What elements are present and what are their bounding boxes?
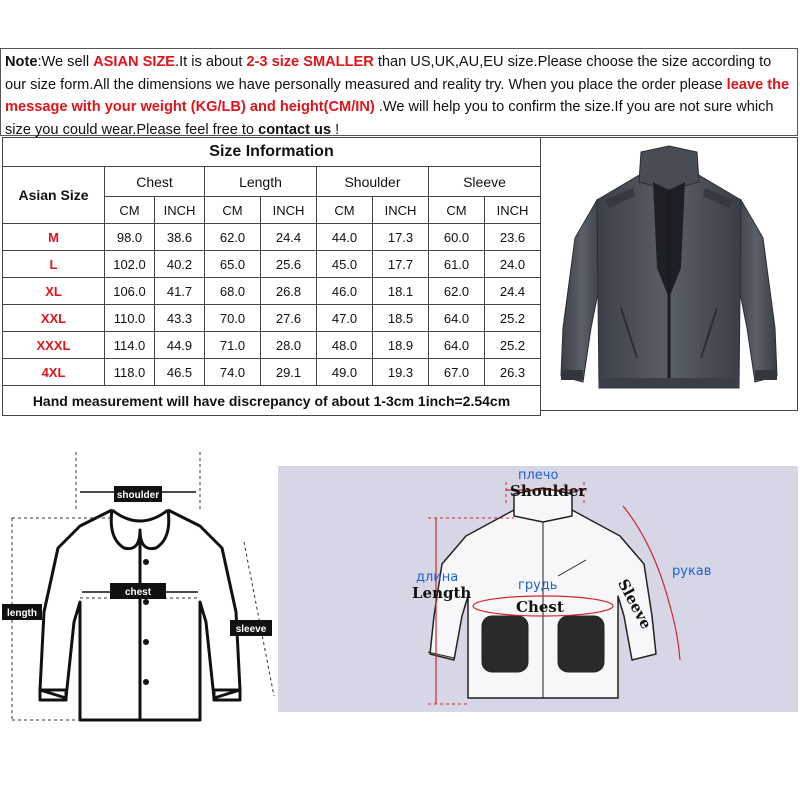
jacket-image [541,138,797,410]
size-value-cell: 43.3 [155,305,205,332]
size-row [3,251,541,278]
size-value-cell: 49.0 [317,359,373,386]
size-row [3,305,541,332]
size-value-cell: 28.0 [261,332,317,359]
size-value-cell: 17.7 [373,251,429,278]
size-value-cell: 65.0 [205,251,261,278]
size-value-cell: 62.0 [205,224,261,251]
size-row [3,359,541,386]
size-value-cell: 45.0 [317,251,373,278]
size-value-cell: 98.0 [105,224,155,251]
size-value-cell: 26.3 [485,359,541,386]
unit-cell: INCH [155,197,205,224]
size-value-cell: 64.0 [429,332,485,359]
size-label: L [3,251,105,278]
size-value-cell: 29.1 [261,359,317,386]
size-value-cell: 102.0 [105,251,155,278]
unit-cell: CM [105,197,155,224]
note-text-3: than US,UK,AU,EU size.Please choose the size according to [373,54,772,70]
note-text-1: :We sell [37,54,94,70]
sleeve-header: Sleeve [429,167,541,197]
note-prefix: Note [5,54,38,70]
size-value-cell: 18.9 [373,332,429,359]
table-title: Size Information [3,138,541,167]
size-value-cell: 44.9 [155,332,205,359]
size-value-cell: 46.0 [317,278,373,305]
shirt-label-length: length [7,608,37,619]
unit-cell: CM [317,197,373,224]
note-contact: contact us [258,121,332,138]
shirt-label-chest: chest [124,587,152,598]
size-value-cell: 25.2 [485,332,541,359]
note-text-5: .We will help you to confirm the size.If you are not sure which [374,99,774,115]
note-text-6: size you could wear.Please feel free to [5,121,259,138]
size-value-cell: 24.0 [485,251,541,278]
size-value-cell: 114.0 [105,332,155,359]
size-value-cell: 23.6 [485,224,541,251]
shirt-label-sleeve: sleeve [235,624,267,635]
label-shoulder: Shoulder [510,482,587,500]
size-value-cell: 60.0 [429,224,485,251]
size-value-cell: 19.3 [373,359,429,386]
size-row [3,278,541,305]
size-value-cell: 110.0 [105,305,155,332]
size-row [3,224,541,251]
size-value-cell: 24.4 [261,224,317,251]
shirt-diagram [0,452,290,752]
size-label: XL [3,278,105,305]
note-leave: leave the [726,76,790,93]
note-message: message with your weight (KG/LB) and height(CM/IN) [5,99,375,115]
unit-cell: CM [205,197,261,224]
size-value-cell: 68.0 [205,278,261,305]
label-chest: Chest [516,598,564,616]
label-length: Length [412,584,472,602]
size-note [0,48,798,136]
size-value-cell: 38.6 [155,224,205,251]
jacket-measure-diagram [278,466,798,712]
size-value-cell: 67.0 [429,359,485,386]
size-table [2,137,541,416]
size-value-cell: 40.2 [155,251,205,278]
jacket-photo [540,137,798,411]
unit-cell: INCH [261,197,317,224]
size-value-cell: 44.0 [317,224,373,251]
table-footer: Hand measurement will have discrepancy of about 1-3cm 1inch=2.54cm [3,386,541,416]
size-value-cell: 48.0 [317,332,373,359]
size-value-cell: 25.2 [485,305,541,332]
unit-cell: INCH [373,197,429,224]
label-chest-ru: грудь [518,578,558,593]
size-value-cell: 46.5 [155,359,205,386]
label-length-ru: длина [416,570,459,585]
size-label: XXL [3,305,105,332]
size-label: 4XL [3,359,105,386]
size-value-cell: 17.3 [373,224,429,251]
size-value-cell: 64.0 [429,305,485,332]
label-sleeve-ru: рукав [672,564,712,579]
note-text-2: .It is about [175,54,247,70]
size-value-cell: 41.7 [155,278,205,305]
shoulder-header: Shoulder [317,167,429,197]
unit-cell: INCH [485,197,541,224]
chest-header: Chest [105,167,205,197]
asian-size-header: Asian Size [3,167,105,224]
size-value-cell: 118.0 [105,359,155,386]
size-value-cell: 61.0 [429,251,485,278]
size-value-cell: 71.0 [205,332,261,359]
note-asian-size: ASIAN SIZE [93,54,176,70]
note-text-7: ! [331,121,340,138]
shirt-label-shoulder: shoulder [116,490,160,501]
label-shoulder-ru: плечо [518,468,559,483]
size-value-cell: 18.1 [373,278,429,305]
size-value-cell: 18.5 [373,305,429,332]
note-smaller: 2-3 size SMALLER [246,54,374,70]
size-label: XXXL [3,332,105,359]
size-value-cell: 27.6 [261,305,317,332]
note-text-4: our size form.All the dimensions we have personally measured and reality try. When you place the order please [5,76,727,93]
size-row [3,332,541,359]
unit-cell: CM [429,197,485,224]
label-sleeve: Sleeve [614,576,656,633]
size-value-cell: 47.0 [317,305,373,332]
size-value-cell: 70.0 [205,305,261,332]
size-value-cell: 74.0 [205,359,261,386]
size-label: M [3,224,105,251]
size-value-cell: 26.8 [261,278,317,305]
size-value-cell: 106.0 [105,278,155,305]
size-value-cell: 24.4 [485,278,541,305]
length-header: Length [205,167,317,197]
size-value-cell: 62.0 [429,278,485,305]
size-value-cell: 25.6 [261,251,317,278]
